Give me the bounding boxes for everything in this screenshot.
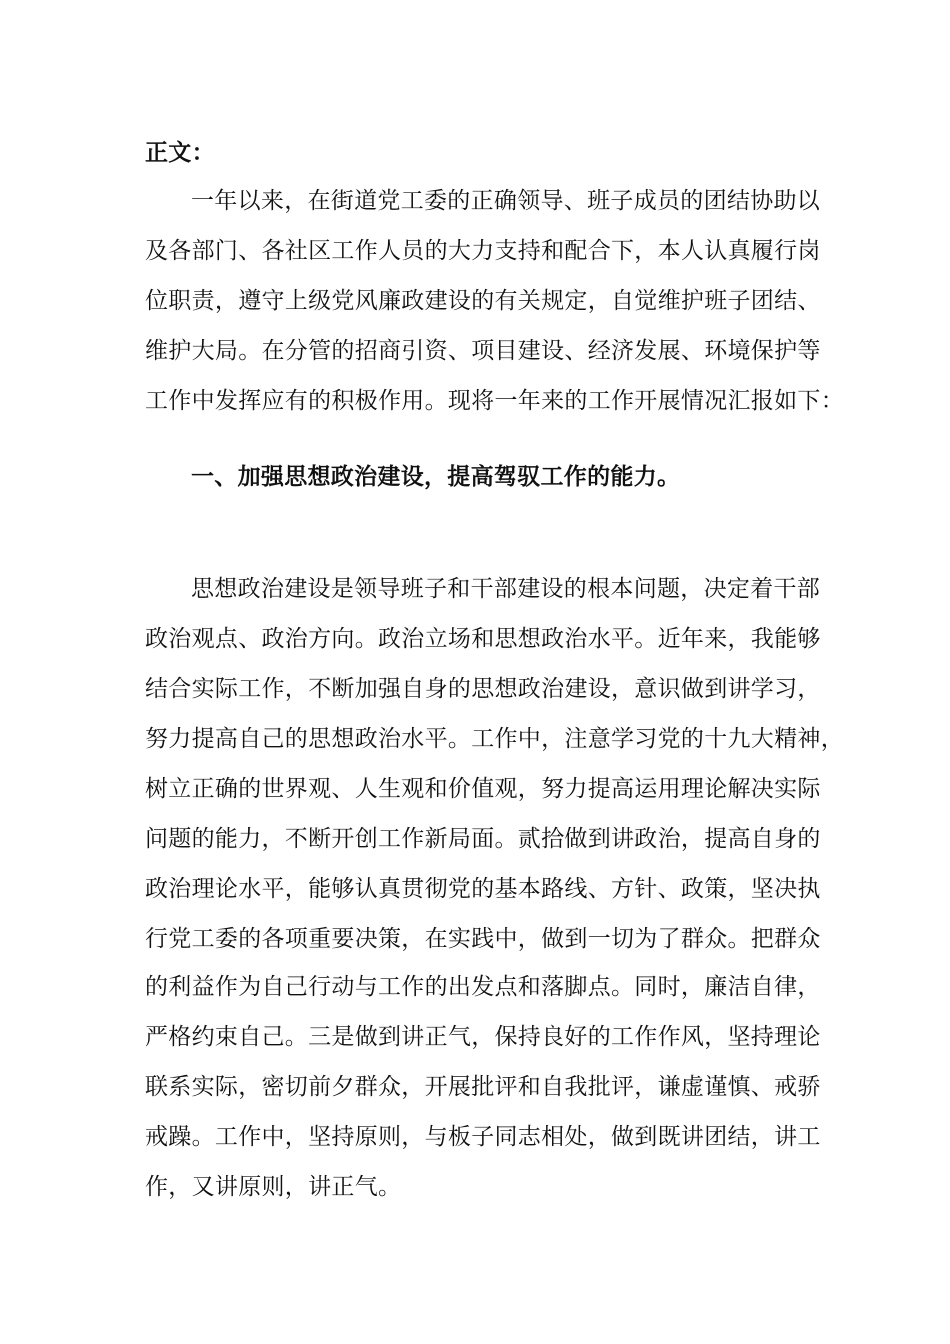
paragraph-line: 戒躁。工作中，坚持原则，与板子同志相处，做到既讲团结，讲工 [145, 1124, 821, 1150]
paragraph-line: 严格约束自己。三是做到讲正气，保持良好的工作作风，坚持理论 [145, 1024, 821, 1050]
paragraph-line: 思想政治建设是领导班子和干部建设的根本问题，决定着干部 [191, 576, 821, 602]
paragraph-line: 政治观点、政治方向。政治立场和思想政治水平。近年来，我能够 [145, 626, 821, 652]
paragraph-line: 行党工委的各项重要决策，在实践中，做到一切为了群众。把群众 [145, 926, 821, 952]
paragraph-line: 努力提高自己的思想政治水平。工作中，注意学习党的十九大精神， [145, 726, 844, 752]
paragraph-line: 结合实际工作，不断加强自身的思想政治建设，意识做到讲学习， [145, 676, 821, 702]
paragraph-line: 维护大局。在分管的招商引资、项目建设、经济发展、环境保护等 [145, 338, 821, 364]
paragraph-line: 的利益作为自己行动与工作的出发点和落脚点。同时，廉洁自律， [145, 974, 821, 1000]
paragraph-line: 及各部门、各社区工作人员的大力支持和配合下，本人认真履行岗 [145, 238, 821, 264]
paragraph-line: 位职责，遵守上级党风廉政建设的有关规定，自觉维护班子团结、 [145, 288, 821, 314]
paragraph-line: 政治理论水平，能够认真贯彻党的基本路线、方针、政策，坚决执 [145, 876, 821, 902]
paragraph-line: 联系实际，密切前夕群众，开展批评和自我批评，谦虚谨慎、戒骄 [145, 1074, 821, 1100]
section-label: 正文： [145, 139, 215, 166]
paragraph-line: 问题的能力，不断开创工作新局面。贰拾做到讲政治，提高自身的 [145, 826, 821, 852]
section-heading: 一、加强思想政治建设，提高驾驭工作的能力。 [191, 463, 681, 490]
paragraph-line: 作，又讲原则，讲正气。 [145, 1174, 402, 1200]
paragraph-line: 工作中发挥应有的积极作用。现将一年来的工作开展情况汇报如下： [145, 388, 844, 414]
paragraph-line: 一年以来，在街道党工委的正确领导、班子成员的团结协助以 [191, 188, 821, 214]
paragraph-line: 树立正确的世界观、人生观和价值观，努力提高运用理论解决实际 [145, 776, 821, 802]
